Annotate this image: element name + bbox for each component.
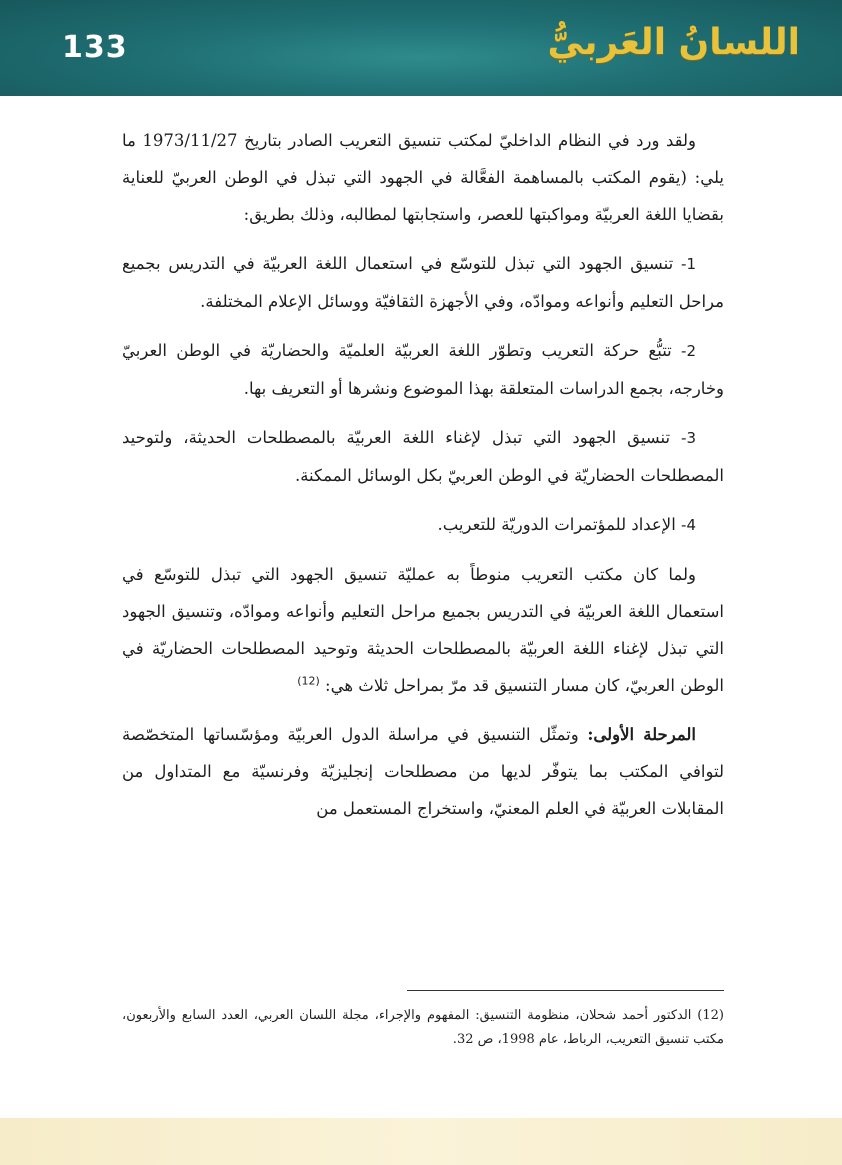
list-item [122, 332, 724, 407]
list-item-number: 2- [681, 342, 697, 360]
body-paragraph [122, 556, 724, 704]
intro-paragraph: ولقد ورد في النظام الداخليّ لمكتب تنسيق التعريب الصادر بتاريخ 1973/11/27 ما يلي: (يقوم المكتب بالمساهمة الفعَّالة في الجهود التي تبذل في الوطن العربيّ للعناية بقضايا اللغة العربيّة ومواكبتها للعصر، واستجابتها لمطالبه، وذلك بطريق: [122, 131, 724, 224]
list-item-number: 3- [681, 429, 696, 447]
stage-text: وتمثّل التنسيق في مراسلة الدول العربيّة ومؤسّساتها المتخصّصة لتوافي المكتب بما يتوفّر لديها من مصطلحات إنجليزيّة وفرنسيّة مع المتداول من المقابلات العربيّة في العلم المعنيّ، واستخراج المستعمل من [122, 725, 724, 818]
footnote-reference: (12) [297, 674, 320, 688]
list-item-number: 1- [681, 255, 696, 273]
list-item [122, 245, 724, 320]
page-header [0, 0, 842, 96]
stage-paragraph [122, 716, 724, 827]
stage-label: المرحلة الأولى: [587, 725, 696, 744]
paragraph-text: ولما كان مكتب التعريب منوطاً به عمليّة تنسيق الجهود التي تبذل للتوسّع في استعمال اللغة العربيّة في التدريس بجميع مراحل التعليم وأنواعه وموادّه، وتنسيق الجهود التي تبذل لإغناء اللغة العربيّة بالمصطلحات الحديثة وتوحيد المصطلحات الحضاريّة في الوطن العربيّ، كان مسار التنسيق قد مرّ بمراحل ثلاث هي: [122, 565, 724, 695]
page-number: 133 [62, 30, 128, 65]
list-item-text: تنسيق الجهود التي تبذل لإغناء اللغة العربيّة بالمصطلحات الحديثة، ولتوحيد المصطلحات الحضاريّة في الوطن العربيّ بكل الوسائل الممكنة. [122, 428, 724, 485]
list-item-text: تتبُّع حركة التعريب وتطوّر اللغة العربيّة العلميّة والحضاريّة في الوطن العربيّ وخارجه، بجمع الدراسات المتعلقة بهذا الموضوع ونشرها أو التعريف بها. [122, 341, 724, 398]
page-content [122, 122, 724, 839]
journal-logo: اللسانُ العَربيُّ [547, 22, 800, 63]
footnote-divider [407, 990, 724, 991]
list-item-text: الإعداد للمؤتمرات الدوريّة للتعريب. [437, 515, 676, 534]
list-item [122, 419, 724, 494]
list-item-number: 4- [681, 516, 696, 534]
list-item-text: تنسيق الجهود التي تبذل للتوسّع في استعمال اللغة العربيّة في التدريس بجميع مراحل التعليم وأنواعه وموادّه، وفي الأجهزة الثقافيّة ووسائل الإعلام المختلفة. [122, 254, 724, 311]
list-item [122, 506, 724, 544]
page-footer-band [0, 1118, 842, 1165]
footnote: (12) الدكتور أحمد شحلان، منظومة التنسيق: المفهوم والإجراء، مجلة اللسان العربي، العدد السابع والأربعون، مكتب تنسيق التعريب، الرباط، عام 1998، ص 32. [122, 1008, 724, 1047]
